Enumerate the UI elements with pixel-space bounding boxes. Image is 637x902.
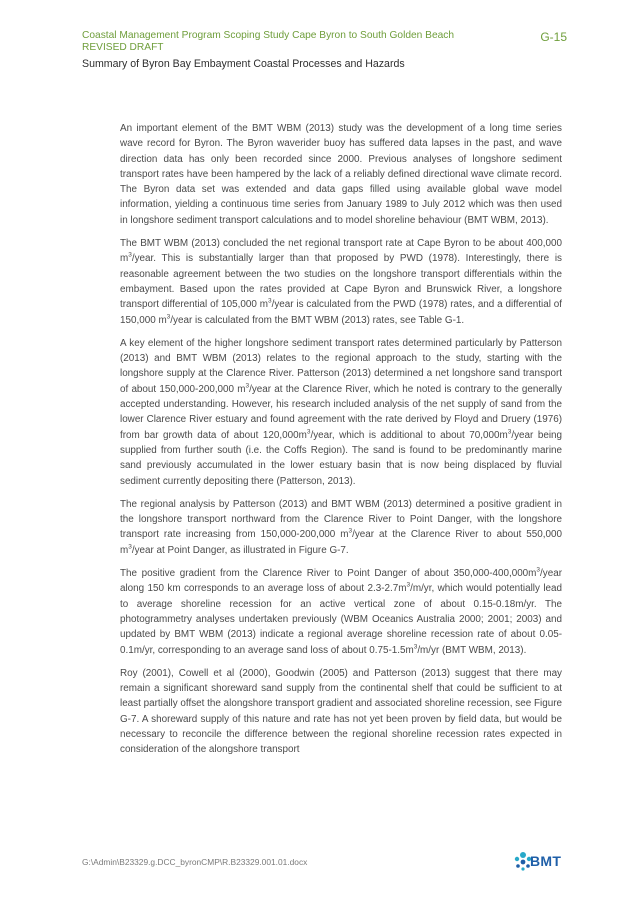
paragraph-text: /year is calculated from the PWD (1978) rates, and a differential of 150,000 m <box>120 299 562 326</box>
superscript: 3 <box>348 528 353 536</box>
superscript: 3 <box>245 382 250 390</box>
superscript: 3 <box>128 543 132 551</box>
footer-file-path: G:\Admin\B23329.g.DCC_byronCMP\R.B23329.001.01.docx <box>82 857 308 867</box>
paragraph-text: /year at the Clarence River, which he noted is contrary to the generally accepted understanding. However, his research included analysis of the net supply of sand from the lower Clarence River estuary and found agreement with the rate derived by Floyd and Druery (1976) from bar growth data of about 120,000m <box>120 383 562 441</box>
paragraph-text: /m/yr, which would potentially lead to average shoreline recession for an active vertical zone of about 0.15-0.18m/yr. The photogrammetry analyses undertaken previously (WBM Oceanics Australia 2000; 2001; 2003) and updated by BMT WBM (2013) indicate a regional average shoreline recession rate of about 0.05-0.1m/yr, corresponding to an average sand loss of about 0.75-1.5m <box>120 583 562 656</box>
body-paragraph <box>120 666 562 758</box>
paragraph-text: A key element of the higher longshore sediment transport rates determined particularly by Patterson (2013) and BMT WBM (2013) relates to the regional approach to the study, starting with the longshore supply at the Clarence River. Patterson (2013) determined a net longshore sand transport of about 150,000-200,000 m <box>120 337 562 395</box>
paragraph-text: /year along 150 km corresponds to an average loss of about 2.3-2.7m <box>120 568 562 595</box>
body-paragraph <box>120 121 562 228</box>
superscript: 3 <box>306 428 311 436</box>
body-paragraph <box>120 566 562 658</box>
header-project-title: Coastal Management Program Scoping Study Cape Byron to South Golden Beach <box>82 30 455 41</box>
body-paragraph <box>120 336 562 489</box>
paragraph-text: /year, which is additional to about 70,000m <box>310 429 508 441</box>
page-number: G-15 <box>540 30 567 44</box>
paragraph-text: /year at Point Danger, as illustrated in Figure G-7. <box>131 544 349 556</box>
paragraph-text: Roy (2001), Cowell et al (2000), Goodwin (2005) and Patterson (2013) suggest that there may remain a significant shoreward sand supply from the continental shelf that could be sufficient to at least partially offset the alongshore transport gradient and associated shoreline recession, see Figure G-7. A shoreward supply of this nature and rate has not yet been proven by field data, but would be necessary to reconcile the difference between the regional shoreline recession rates expected in consideration of the alongshore transport <box>120 667 562 756</box>
bmt-logo <box>513 848 568 874</box>
document-body <box>120 121 562 766</box>
body-paragraph <box>120 497 562 558</box>
paragraph-text: /year. This is substantially larger than that proposed by PWD (1978). Interestingly, there is reasonable agreement between the two studies on the longshore transport differentials within the embayment. Based upon the rates provided at Cape Byron and Brunswick River, a longshore transport differential of 105,000 m <box>120 253 562 311</box>
bmt-logo-text: BMT <box>530 853 562 869</box>
paragraph-text: /year at the Clarence River to about 550,000 m <box>120 529 562 556</box>
header-draft-status: REVISED DRAFT <box>82 42 164 53</box>
header-section-title: Summary of Byron Bay Embayment Coastal Processes and Hazards <box>82 58 405 70</box>
superscript: 3 <box>536 566 541 574</box>
superscript: 3 <box>128 252 132 260</box>
body-paragraph <box>120 236 562 328</box>
superscript: 3 <box>507 428 512 436</box>
paragraph-text: /m/yr (BMT WBM, 2013). <box>417 644 527 656</box>
paragraph-text: /year is calculated from the BMT WBM (2013) rates, see Table G-1. <box>170 314 465 326</box>
paragraph-text: An important element of the BMT WBM (2013) study was the development of a long time series wave record for Byron. The Byron waverider buoy has suffered data lapses in the past, and wave direction data has only been recorded since 2000. Previous analyses of longshore sediment transport rates have been hampered by the lack of a reliably defined directional wave climate record. The Byron data set was extended and data gaps filled using available global wave model information, yielding a continuous time series from January 1989 to July 2012 which was then used in longshore sediment transport calculations and to model shoreline behaviour (BMT WBM, 2013). <box>120 123 562 226</box>
superscript: 3 <box>413 643 418 651</box>
superscript: 3 <box>166 313 171 321</box>
paragraph-text: The regional analysis by Patterson (2013) and BMT WBM (2013) determined a positive gradient in the longshore transport northward from the Clarence River to Point Danger, with the longshore transport rate increasing from 150,000-200,000 m <box>120 498 562 541</box>
page-header <box>82 30 567 71</box>
paragraph-text: The BMT WBM (2013) concluded the net regional transport rate at Cape Byron to be about 400,000 m <box>120 238 562 265</box>
paragraph-text: The positive gradient from the Clarence River to Point Danger of about 350,000-400,000m <box>120 568 537 580</box>
paragraph-text: /year being supplied from further south (i.e. the Coffs Region). The sand is found to be predominantly marine sand previously accumulated in the lower estuary basin that is now being displaced by fluvial sediment currently depositing there (Patterson, 2013). <box>120 429 563 487</box>
superscript: 3 <box>267 297 272 305</box>
superscript: 3 <box>406 582 411 590</box>
